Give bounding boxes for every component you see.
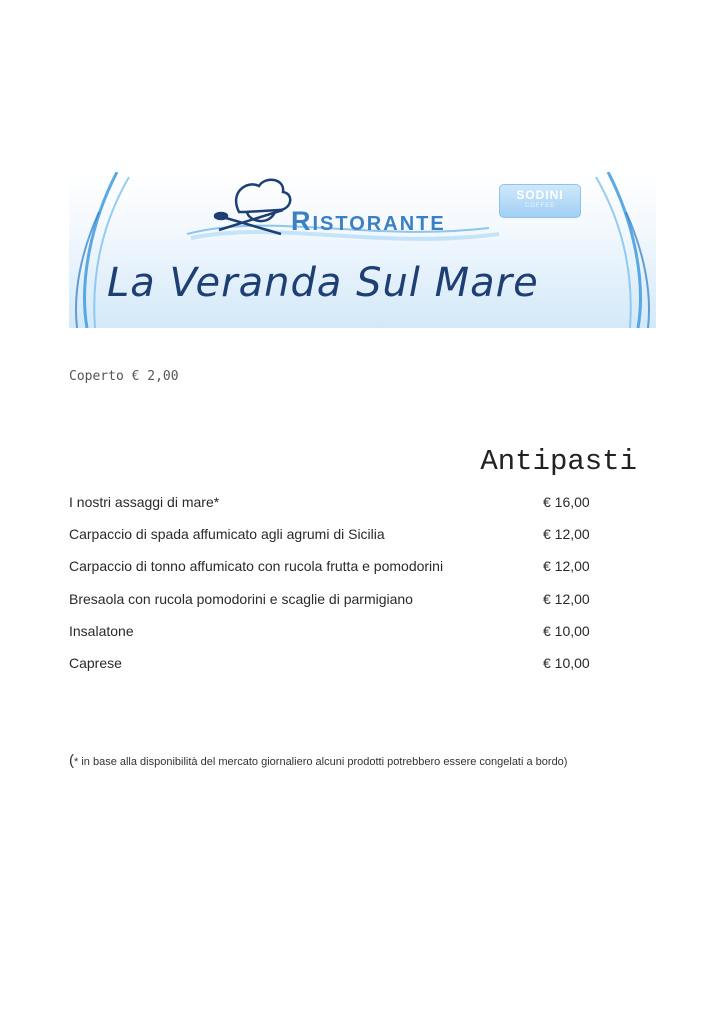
menu-item: [69, 494, 599, 526]
menu-item: [69, 558, 599, 590]
item-price: € 12,00: [543, 558, 590, 575]
item-price: € 12,00: [543, 590, 590, 607]
badge-name: SODINI: [516, 188, 564, 202]
item-name: Caprese: [69, 654, 122, 671]
item-name: Carpaccio di tonno affumicato con rucola frutta e pomodorini: [69, 558, 444, 575]
footnote: [69, 752, 567, 769]
menu-item: [69, 655, 599, 687]
menu-item: [69, 526, 599, 558]
item-name: Bresaola con rucola pomodorini e scaglie di parmigiano: [69, 590, 413, 607]
footnote-paren: (: [69, 752, 74, 769]
item-name: Insalatone: [69, 622, 134, 639]
footnote-text: * in base alla disponibilità del mercato giornaliero alcuni prodotti potrebbero essere congelati a bordo): [74, 756, 568, 768]
item-price: € 10,00: [543, 622, 590, 639]
menu-item: [69, 623, 599, 655]
item-name: I nostri assaggi di mare*: [69, 494, 220, 510]
item-price: € 12,00: [543, 526, 590, 543]
item-price: € 10,00: [543, 654, 590, 671]
section-heading: Antipasti: [480, 445, 637, 478]
item-name: Carpaccio di spada affumicato agli agrumi di Sicilia: [69, 526, 385, 543]
sodini-coffee-badge: [499, 184, 581, 218]
restaurant-name: La Veranda Sul Mare: [107, 260, 539, 306]
header-banner: [69, 172, 656, 328]
menu-item: [69, 591, 599, 623]
restaurant-label: RISTORANTE: [291, 206, 446, 236]
item-price: € 16,00: [543, 494, 590, 510]
menu-list: [69, 494, 599, 687]
cover-charge: Coperto € 2,00: [69, 369, 179, 384]
badge-sub: COFFEE: [524, 203, 556, 209]
